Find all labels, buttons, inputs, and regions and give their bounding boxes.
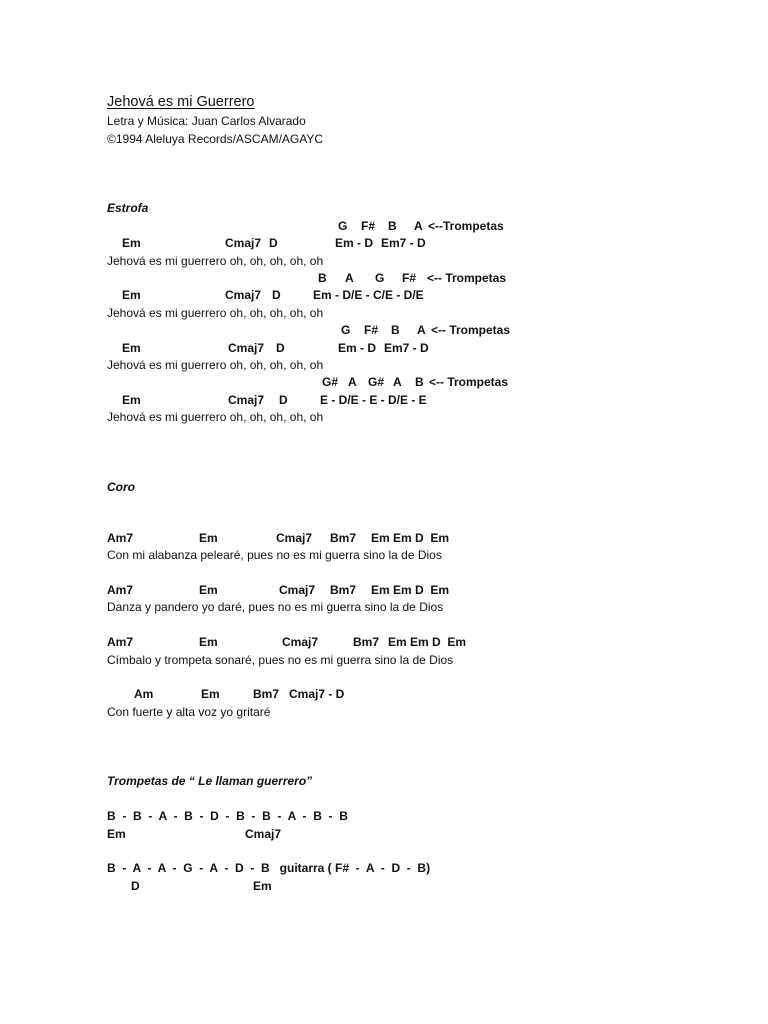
song-title: Jehová es mi Guerrero [107, 94, 255, 110]
chord: Am7 [107, 531, 134, 545]
chord: Am7 [107, 635, 134, 649]
chord-line [0, 392, 768, 409]
section-heading-estrofa: Estrofa [107, 201, 149, 215]
chord: Em [122, 393, 141, 407]
trumpet-marker: <-- Trompetas [431, 323, 511, 337]
trumpet-note: A [417, 323, 426, 337]
chord: Cmaj7 [245, 827, 282, 841]
trumpet-note: G [338, 219, 348, 233]
chord: Em Em D Em [371, 531, 450, 545]
chord: Em Em D Em [371, 583, 450, 597]
chord: Bm7 [353, 635, 380, 649]
chord: Em7 - D [384, 341, 429, 355]
trumpet-riff-line: B - A - A - G - A - D - B guitarra ( F# - A - D - B) [107, 861, 431, 875]
chord: D [279, 393, 288, 407]
trumpet-note: G [375, 271, 385, 285]
trumpet-line [0, 218, 768, 235]
trumpet-note: F# [364, 323, 379, 337]
trumpet-note: A [348, 375, 357, 389]
trumpet-note: B [391, 323, 400, 337]
chord: Em [107, 827, 126, 841]
chord-line [0, 878, 768, 895]
chord: Cmaj7 [279, 583, 316, 597]
chord: Cmaj7 [282, 635, 319, 649]
chord: Bm7 [253, 687, 280, 701]
chord: D [276, 341, 285, 355]
lyric-line: Jehová es mi guerrero oh, oh, oh, oh, oh [107, 358, 324, 372]
chord: Cmaj7 [228, 341, 265, 355]
chord: Cmaj7 [228, 393, 265, 407]
trumpet-line [0, 374, 768, 391]
chord-line [0, 826, 768, 843]
trumpet-note: A [414, 219, 423, 233]
lyric-line: Con fuerte y alta voz yo gritaré [107, 705, 271, 719]
trumpet-note: A [345, 271, 354, 285]
lyric-line: Címbalo y trompeta sonaré, pues no es mi guerra sino la de Dios [107, 653, 454, 667]
trumpet-note: F# [361, 219, 376, 233]
chord: Em [199, 531, 218, 545]
chord: Em - D [338, 341, 377, 355]
trumpet-note: A [393, 375, 402, 389]
trumpet-note: F# [402, 271, 417, 285]
trumpet-riff-line: B - B - A - B - D - B - B - A - B - B [107, 809, 348, 823]
trumpet-note: B [388, 219, 397, 233]
lyric-line: Con mi alabanza pelearé, pues no es mi guerra sino la de Dios [107, 548, 442, 562]
trumpet-marker: <-- Trompetas [427, 271, 507, 285]
chord-line [0, 582, 768, 599]
chord: Em7 - D [381, 236, 426, 250]
chord: Bm7 [330, 583, 357, 597]
song-copyright: ©1994 Aleluya Records/ASCAM/AGAYC [107, 132, 324, 146]
trumpet-note: G [341, 323, 351, 337]
section-heading-coro: Coro [107, 480, 135, 494]
chord-line [0, 634, 768, 651]
chord: Em [199, 583, 218, 597]
trumpet-line [0, 270, 768, 287]
chord-line [0, 235, 768, 252]
chord: Cmaj7 [225, 236, 262, 250]
chord: Cmaj7 [276, 531, 313, 545]
song-credits: Letra y Música: Juan Carlos Alvarado [107, 114, 306, 128]
trumpet-line [0, 322, 768, 339]
trumpet-marker: <--Trompetas [428, 219, 504, 233]
chord: E - D/E - E - D/E - E [320, 393, 427, 407]
chord: Em - D [335, 236, 374, 250]
chord: Em [122, 341, 141, 355]
chord: D [269, 236, 278, 250]
chord-line [0, 530, 768, 547]
chord-line [0, 340, 768, 357]
chord-line [0, 287, 768, 304]
lyric-line: Jehová es mi guerrero oh, oh, oh, oh, oh [107, 254, 324, 268]
trumpet-note: B [415, 375, 424, 389]
chord: Em [122, 236, 141, 250]
chord: Em [122, 288, 141, 302]
trumpet-note: B [318, 271, 327, 285]
chord: Cmaj7 - D [289, 687, 345, 701]
chord: Em [199, 635, 218, 649]
chord: Em - D/E - C/E - D/E [313, 288, 424, 302]
chord: Bm7 [330, 531, 357, 545]
chord: Am [134, 687, 154, 701]
lyric-line: Danza y pandero yo daré, pues no es mi guerra sino la de Dios [107, 600, 444, 614]
chord: D [272, 288, 281, 302]
chord-line [0, 686, 768, 703]
chord: Em [253, 879, 272, 893]
section-heading-trompetas: Trompetas de “ Le llaman guerrero” [107, 774, 313, 788]
trumpet-note: G# [322, 375, 339, 389]
lyric-line: Jehová es mi guerrero oh, oh, oh, oh, oh [107, 410, 324, 424]
chord: Em [201, 687, 220, 701]
lyric-line: Jehová es mi guerrero oh, oh, oh, oh, oh [107, 306, 324, 320]
chord: Am7 [107, 583, 134, 597]
trumpet-marker: <-- Trompetas [429, 375, 509, 389]
chord: Em Em D Em [388, 635, 467, 649]
chord: Cmaj7 [225, 288, 262, 302]
chord: D [131, 879, 140, 893]
trumpet-note: G# [368, 375, 385, 389]
